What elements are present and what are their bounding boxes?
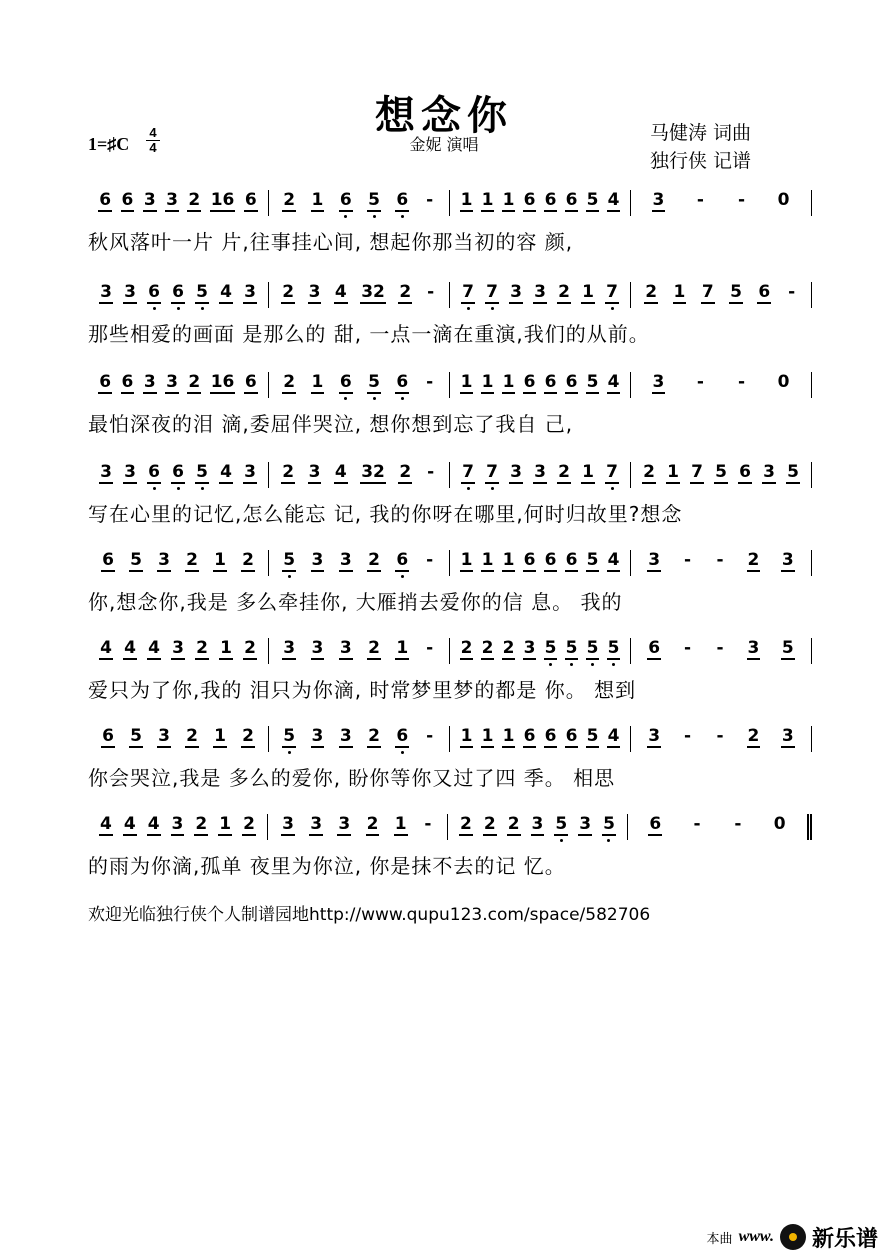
note: 1 <box>481 726 494 746</box>
note: 1 <box>667 462 679 482</box>
measure <box>450 372 631 398</box>
note: 5 <box>787 462 799 482</box>
note: 3 <box>763 462 775 482</box>
note: 2 <box>283 190 296 210</box>
page-title: 想念你 <box>375 93 513 139</box>
note: 4 <box>334 462 347 482</box>
note: - <box>788 282 796 302</box>
note: 3 <box>781 726 794 746</box>
measure <box>88 190 269 216</box>
note: 6 <box>523 372 536 392</box>
note: 3 <box>531 814 544 834</box>
note: 7 <box>691 462 703 482</box>
measure <box>631 638 812 664</box>
note: - <box>696 190 704 210</box>
note: 1 <box>214 550 226 570</box>
note: 16 <box>210 372 235 392</box>
note: 32 <box>361 462 385 482</box>
note: 7 <box>486 462 498 482</box>
note: - <box>426 190 434 210</box>
note: 6 <box>544 550 557 570</box>
note: 2 <box>368 638 380 658</box>
note: 5 <box>586 550 599 570</box>
note: 6 <box>523 726 536 746</box>
measure <box>269 638 450 664</box>
note: 7 <box>462 282 474 302</box>
note: - <box>427 282 435 302</box>
note: 2 <box>244 638 256 658</box>
note: 6 <box>565 726 578 746</box>
note: 2 <box>483 814 496 834</box>
note: 1 <box>219 814 232 834</box>
note: 3 <box>534 282 546 302</box>
note: 3 <box>652 372 665 392</box>
note: 3 <box>523 638 536 658</box>
note: 1 <box>502 190 515 210</box>
note: 3 <box>648 726 661 746</box>
note: 2 <box>282 282 295 302</box>
note: - <box>684 550 692 570</box>
note: 6 <box>121 372 134 392</box>
note: 3 <box>172 638 184 658</box>
score-row <box>88 462 812 532</box>
note: 6 <box>244 372 257 392</box>
note: 7 <box>462 462 474 482</box>
notes-line <box>88 190 812 224</box>
note: 2 <box>282 462 295 482</box>
note: 32 <box>361 282 385 302</box>
measure <box>88 462 269 488</box>
lyrics-line: 你,想念你,我是 多么牵挂你, 大雁捎去爱你的信 息。 我的 <box>88 590 623 614</box>
note: 6 <box>396 726 409 746</box>
note: 3 <box>158 726 170 746</box>
note: 1 <box>311 372 324 392</box>
note: 3 <box>100 282 112 302</box>
note: 6 <box>148 462 160 482</box>
note: 4 <box>607 726 620 746</box>
note: 4 <box>607 190 620 210</box>
note: 5 <box>196 462 208 482</box>
note: 2 <box>188 190 201 210</box>
note: 6 <box>148 282 160 302</box>
note: 4 <box>607 372 620 392</box>
note: 6 <box>544 726 557 746</box>
measure <box>450 462 631 488</box>
score-row <box>88 814 812 884</box>
note: 1 <box>673 282 686 302</box>
measure <box>269 282 450 308</box>
note: 5 <box>586 372 599 392</box>
note: 3 <box>652 190 665 210</box>
note: 3 <box>781 550 794 570</box>
note: 0 <box>777 372 790 392</box>
note: 6 <box>172 462 184 482</box>
note: 6 <box>99 190 112 210</box>
note: 3 <box>100 462 112 482</box>
note: 4 <box>220 282 232 302</box>
note: 2 <box>242 550 254 570</box>
note: 0 <box>773 814 786 834</box>
note: 3 <box>339 638 352 658</box>
note: 3 <box>244 462 256 482</box>
note: 6 <box>648 638 661 658</box>
note: - <box>716 638 724 658</box>
note: 2 <box>186 726 198 746</box>
note: 3 <box>308 282 321 302</box>
note: 1 <box>502 550 515 570</box>
note: 5 <box>565 638 578 658</box>
key-signature: 1=♯C <box>88 134 130 154</box>
note: 4 <box>123 814 136 834</box>
note: - <box>426 638 434 658</box>
note: 5 <box>781 638 794 658</box>
note: 3 <box>534 462 546 482</box>
note: 2 <box>243 814 255 834</box>
note: 5 <box>544 638 557 658</box>
note: 3 <box>166 372 178 392</box>
note: 3 <box>171 814 184 834</box>
note: 3 <box>310 814 323 834</box>
note: 6 <box>396 550 409 570</box>
note: 3 <box>143 372 156 392</box>
note: 3 <box>283 638 296 658</box>
note: - <box>424 814 432 834</box>
note: - <box>693 814 701 834</box>
note: 6 <box>565 550 578 570</box>
note: - <box>426 726 434 746</box>
note: 2 <box>747 726 760 746</box>
note: 6 <box>565 372 578 392</box>
note: 2 <box>747 550 760 570</box>
note: 4 <box>100 638 112 658</box>
measure <box>88 814 268 840</box>
note: 5 <box>603 814 615 834</box>
note: 1 <box>481 550 494 570</box>
note: 3 <box>244 282 256 302</box>
note: 3 <box>648 550 661 570</box>
note: 3 <box>158 550 170 570</box>
note: 1 <box>460 550 473 570</box>
note: 2 <box>283 372 296 392</box>
note: 5 <box>730 282 742 302</box>
note: 5 <box>586 638 599 658</box>
note: 7 <box>606 462 618 482</box>
note: - <box>684 726 692 746</box>
note: 5 <box>368 190 380 210</box>
note: 2 <box>558 462 570 482</box>
measure <box>268 814 448 840</box>
note: - <box>734 814 742 834</box>
note: 1 <box>481 372 494 392</box>
note: 2 <box>195 814 208 834</box>
measure <box>450 190 631 216</box>
score-row <box>88 190 812 260</box>
note: 2 <box>481 638 494 658</box>
notes-line <box>88 282 812 316</box>
notes-line <box>88 372 812 406</box>
note: - <box>684 638 692 658</box>
measure <box>269 462 450 488</box>
note: 3 <box>282 814 294 834</box>
measure <box>88 550 269 576</box>
note: 6 <box>396 372 409 392</box>
note: 5 <box>586 726 599 746</box>
note: 5 <box>607 638 620 658</box>
note: - <box>716 550 724 570</box>
note: 4 <box>334 282 347 302</box>
note: 2 <box>399 462 412 482</box>
watermark-logo: 本曲 www. 新乐谱 <box>707 1222 878 1252</box>
note: - <box>738 372 746 392</box>
note: 6 <box>121 190 134 210</box>
measure <box>631 726 812 752</box>
note: 4 <box>607 550 620 570</box>
note: - <box>716 726 724 746</box>
measure <box>269 372 450 398</box>
measure <box>631 190 812 216</box>
note: 1 <box>460 726 473 746</box>
lyrics-line: 最怕深夜的泪 滴,委屈伴哭泣, 想你想到忘了我自 己, <box>88 412 574 436</box>
note: 6 <box>99 372 112 392</box>
note: 16 <box>210 190 235 210</box>
transcriber-credit: 独行侠 记谱 <box>650 150 752 172</box>
measure <box>450 550 631 576</box>
note: 4 <box>220 462 232 482</box>
singer-credit: 金妮 演唱 <box>409 135 479 154</box>
note: 5 <box>196 282 208 302</box>
note: 1 <box>214 726 226 746</box>
note: 3 <box>311 638 324 658</box>
note: 1 <box>481 190 494 210</box>
note: 4 <box>124 638 136 658</box>
score-row <box>88 550 812 620</box>
note: 2 <box>460 814 472 834</box>
measure <box>269 726 450 752</box>
lyrics-line: 爱只为了你,我的 泪只为你滴, 时常梦里梦的都是 你。 想到 <box>88 678 637 702</box>
note: 1 <box>502 372 515 392</box>
note: 3 <box>338 814 351 834</box>
note: 4 <box>148 638 160 658</box>
note: 6 <box>102 726 114 746</box>
lyrics-line: 的雨为你滴,孤单 夜里为你泣, 你是抹不去的记 忆。 <box>88 854 566 878</box>
score-row <box>88 638 812 708</box>
note: - <box>426 550 434 570</box>
note: 5 <box>368 372 380 392</box>
note: 5 <box>283 550 296 570</box>
note: 5 <box>555 814 568 834</box>
note: 3 <box>311 726 324 746</box>
note: 2 <box>507 814 520 834</box>
note: 7 <box>606 282 618 302</box>
note: 6 <box>544 372 557 392</box>
note: 6 <box>544 190 557 210</box>
note: 5 <box>586 190 599 210</box>
note: 2 <box>186 550 198 570</box>
lyrics-line: 那些相爱的画面 是那么的 甜, 一点一滴在重演,我们的从前。 <box>88 322 650 346</box>
note: 3 <box>311 550 324 570</box>
note: 1 <box>220 638 232 658</box>
measure <box>631 462 812 488</box>
score-row <box>88 726 812 796</box>
lyrics-line: 秋风落叶一片 片,往事挂心间, 想起你那当初的容 颜, <box>88 230 574 254</box>
score-row <box>88 282 812 352</box>
note: 6 <box>565 190 578 210</box>
note: 6 <box>523 550 536 570</box>
note: 5 <box>283 726 296 746</box>
note: 6 <box>523 190 536 210</box>
lyrics-line: 写在心里的记忆,怎么能忘 记, 我的你呀在哪里,何时归故里?想念 <box>88 502 683 526</box>
note: 6 <box>102 550 114 570</box>
note: 2 <box>368 550 380 570</box>
note: 2 <box>502 638 515 658</box>
note: 3 <box>308 462 321 482</box>
note: 7 <box>701 282 714 302</box>
note: 1 <box>396 638 409 658</box>
measure <box>631 372 812 398</box>
notes-line <box>88 550 812 584</box>
note: 0 <box>777 190 790 210</box>
notes-line <box>88 462 812 496</box>
note: 3 <box>124 462 136 482</box>
note: 2 <box>643 462 655 482</box>
note: 1 <box>311 190 324 210</box>
note: 2 <box>460 638 473 658</box>
note: 1 <box>460 372 473 392</box>
note: 6 <box>739 462 751 482</box>
composer-credit: 马健涛 词曲 <box>650 122 752 144</box>
measure <box>628 814 812 840</box>
note: 6 <box>339 372 352 392</box>
note: 6 <box>396 190 409 210</box>
measure <box>269 190 450 216</box>
note: 3 <box>339 550 352 570</box>
note: 2 <box>366 814 379 834</box>
note: 6 <box>649 814 662 834</box>
note: 1 <box>582 462 594 482</box>
note: 6 <box>758 282 771 302</box>
measure <box>631 550 812 576</box>
measure <box>450 282 631 308</box>
lyrics-line: 你会哭泣,我是 多么的爱你, 盼你等你又过了四 季。 相思 <box>88 766 616 790</box>
note: 1 <box>502 726 515 746</box>
measure <box>450 638 631 664</box>
score-row <box>88 372 812 442</box>
note: 5 <box>130 550 142 570</box>
measure <box>448 814 628 840</box>
note: 3 <box>124 282 136 302</box>
note: 3 <box>166 190 178 210</box>
note: 2 <box>399 282 412 302</box>
vinyl-disc-icon <box>780 1224 806 1250</box>
measure <box>88 372 269 398</box>
note: 1 <box>582 282 594 302</box>
note: 3 <box>143 190 156 210</box>
note: - <box>696 372 704 392</box>
measure <box>269 550 450 576</box>
footer-link[interactable]: 欢迎光临独行侠个人制谱园地http://www.qupu123.com/space/582706 <box>88 905 651 925</box>
note: 6 <box>244 190 257 210</box>
note: 5 <box>715 462 727 482</box>
time-signature: 4 4 <box>146 126 160 155</box>
measure <box>88 638 269 664</box>
note: 6 <box>339 190 352 210</box>
notes-line <box>88 638 812 672</box>
note: - <box>427 462 435 482</box>
note: 3 <box>339 726 352 746</box>
measure <box>88 282 269 308</box>
note: 4 <box>147 814 160 834</box>
note: 1 <box>394 814 407 834</box>
note: 3 <box>510 462 522 482</box>
measure <box>88 726 269 752</box>
note: 1 <box>460 190 473 210</box>
note: 2 <box>196 638 208 658</box>
measure <box>450 726 631 752</box>
note: 4 <box>100 814 112 834</box>
note: 7 <box>486 282 498 302</box>
note: 2 <box>368 726 380 746</box>
note: - <box>738 190 746 210</box>
note: 3 <box>747 638 760 658</box>
notes-line <box>88 814 812 848</box>
note: 6 <box>172 282 184 302</box>
note: 3 <box>510 282 522 302</box>
note: 2 <box>558 282 570 302</box>
note: 3 <box>579 814 592 834</box>
note: 5 <box>130 726 142 746</box>
note: 2 <box>188 372 201 392</box>
note: 2 <box>242 726 254 746</box>
note: - <box>426 372 434 392</box>
measure <box>631 282 812 308</box>
note: 2 <box>645 282 658 302</box>
notes-line <box>88 726 812 760</box>
